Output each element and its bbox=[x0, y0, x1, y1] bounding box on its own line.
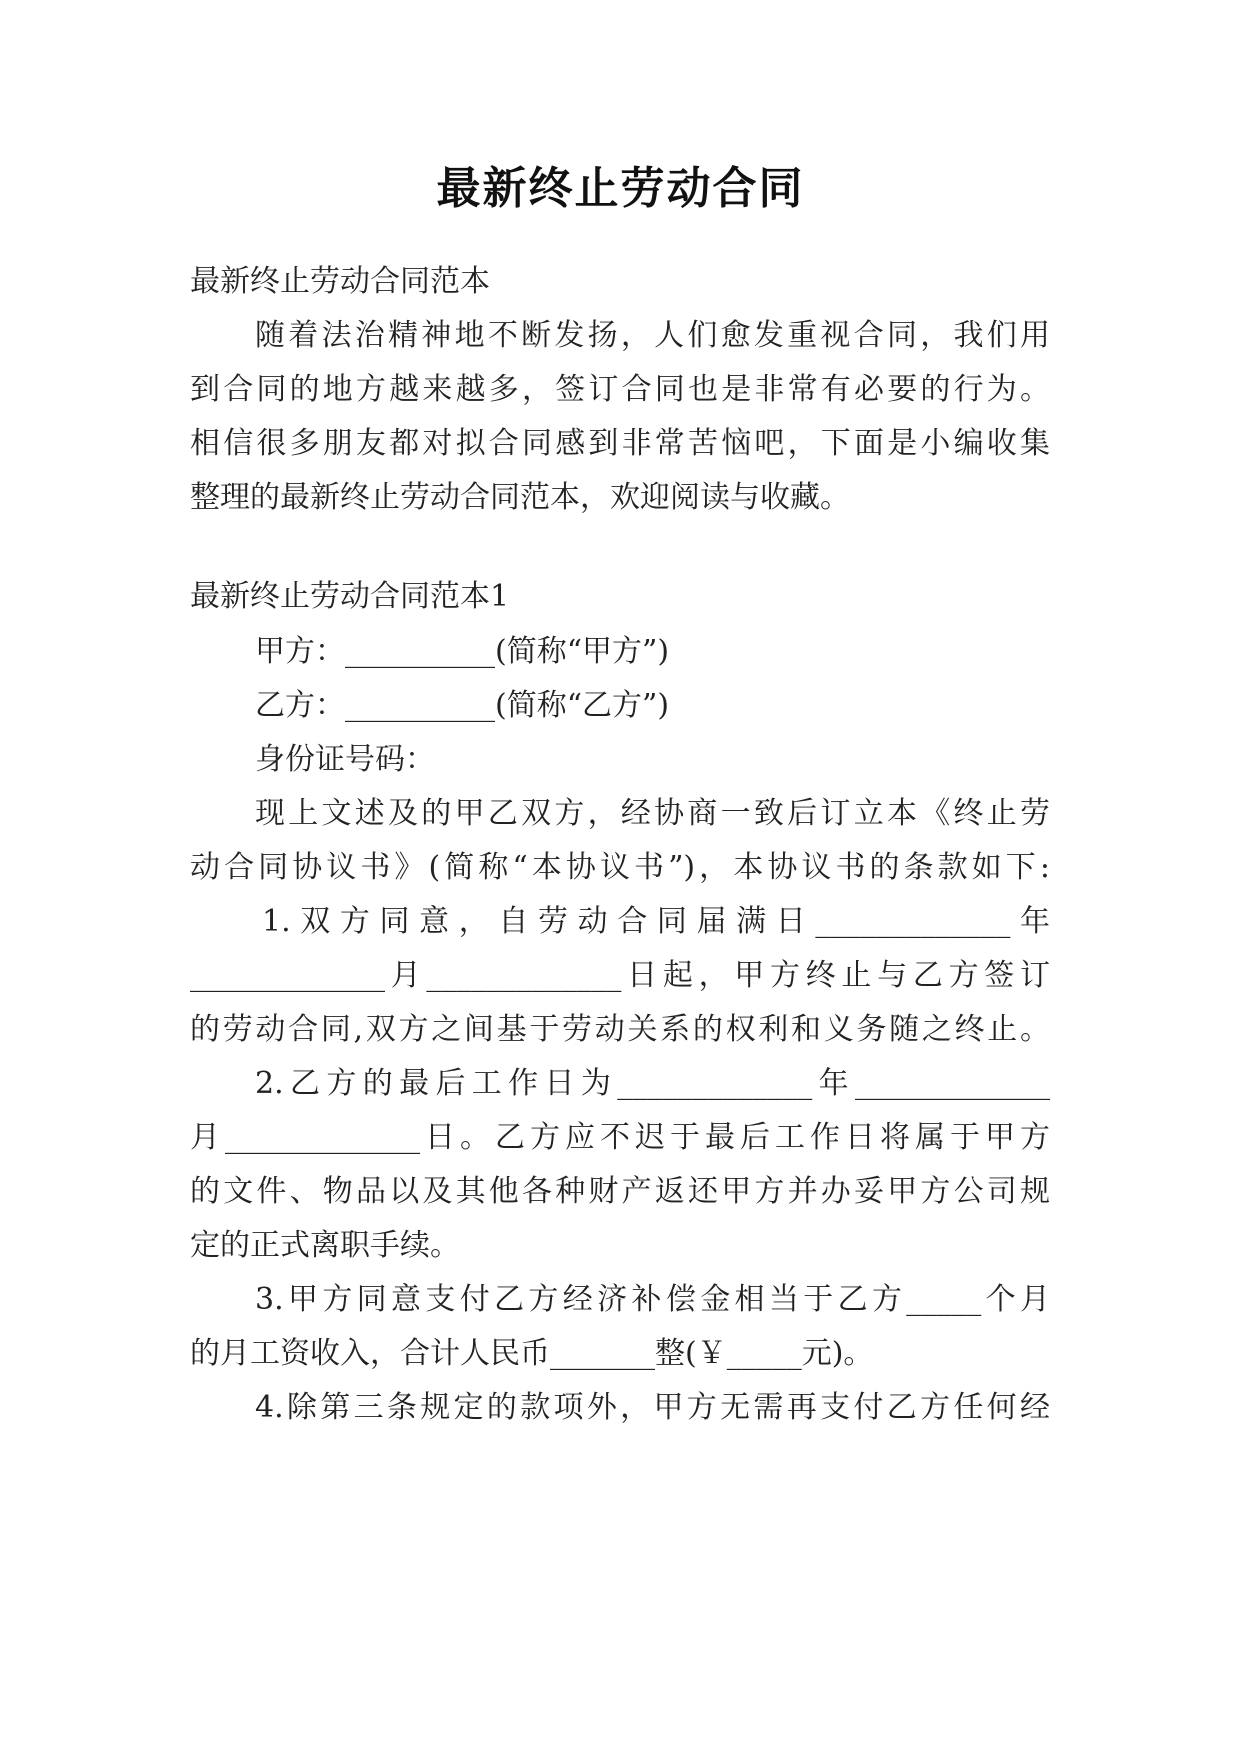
intro-line: 到合同的地方越来越多，签订合同也是非常有必要的行为。 bbox=[190, 372, 1050, 407]
clause-2-line: 2.乙方的最后工作日为_____________年_____________ bbox=[255, 1066, 1050, 1101]
clause-1-line: 1.双方同意，自劳动合同届满日_____________年 bbox=[262, 904, 1050, 939]
party-b-line: 乙方：__________(简称“乙方”) bbox=[255, 688, 670, 723]
clause-2-line: 的文件、物品以及其他各种财产返还甲方并办妥甲方公司规 bbox=[190, 1174, 1050, 1209]
id-number-line: 身份证号码： bbox=[255, 742, 435, 777]
intro-line: 随着法治精神地不断发扬，人们愈发重视合同，我们用 bbox=[255, 318, 1050, 353]
agreement-intro-line: 动合同协议书》(简称“本协议书”)，本协议书的条款如下: bbox=[190, 850, 1050, 885]
clause-3-line: 的月工资收入，合计人民币_______整(￥_____元)。 bbox=[190, 1336, 874, 1371]
agreement-intro-line: 现上文述及的甲乙双方，经协商一致后订立本《终止劳 bbox=[255, 796, 1050, 831]
clause-2-line: 月_____________日。乙方应不迟于最后工作日将属于甲方 bbox=[190, 1120, 1050, 1155]
party-a-line: 甲方：__________(简称“甲方”) bbox=[255, 634, 670, 669]
clause-1-line: _____________月_____________日起，甲方终止与乙方签订 bbox=[190, 958, 1050, 993]
clause-1-line: 的劳动合同,双方之间基于劳动关系的权利和义务随之终止。 bbox=[190, 1012, 1050, 1047]
intro-line: 相信很多朋友都对拟合同感到非常苦恼吧，下面是小编收集 bbox=[190, 426, 1050, 461]
clause-4-line: 4.除第三条规定的款项外，甲方无需再支付乙方任何经 bbox=[255, 1390, 1050, 1425]
sample-heading: 最新终止劳动合同范本1 bbox=[190, 579, 510, 614]
intro-line: 整理的最新终止劳动合同范本，欢迎阅读与收藏。 bbox=[190, 480, 850, 515]
clause-2-line: 定的正式离职手续。 bbox=[190, 1228, 460, 1263]
document-title: 最新终止劳动合同 bbox=[436, 163, 805, 214]
clause-3-line: 3.甲方同意支付乙方经济补偿金相当于乙方_____个月 bbox=[255, 1282, 1050, 1317]
section-heading: 最新终止劳动合同范本 bbox=[190, 264, 490, 299]
